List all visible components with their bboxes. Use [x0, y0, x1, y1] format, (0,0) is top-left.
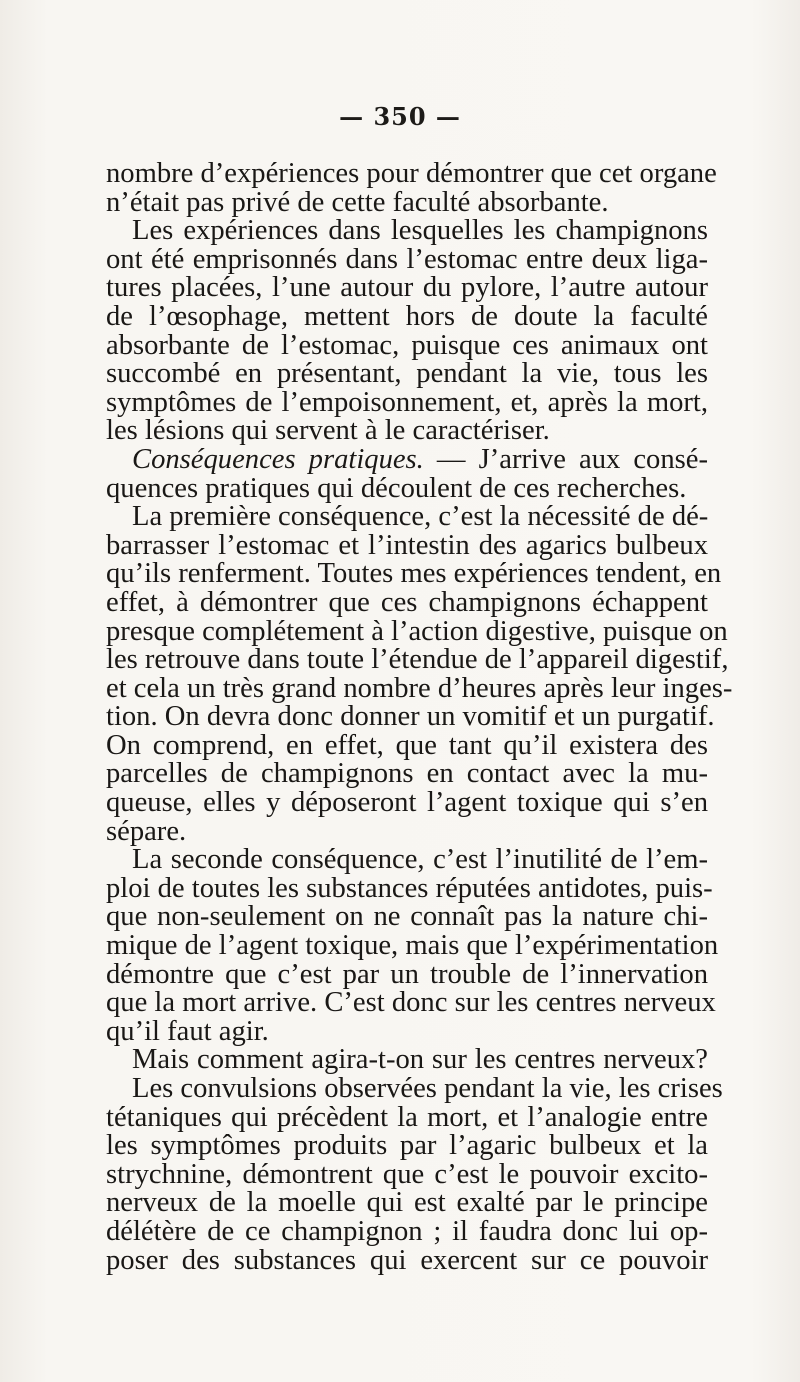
- text-line: presque complétement à l’action digestive, puisque on: [106, 615, 728, 647]
- body-text: [106, 158, 733, 1276]
- text-line: qu’ils renferment. Toutes mes expériences tendent, en: [106, 558, 722, 590]
- text-line: que non-seulement on ne connaît pas la nature chi-: [106, 901, 708, 933]
- page-number: — 350 —: [339, 102, 461, 131]
- text-line: de l’œsophage, mettent hors de doute la faculté: [106, 300, 708, 332]
- text-line: queuse, elles y déposeront l’agent toxique qui s’en: [106, 787, 708, 819]
- text-line: nombre d’expériences pour démontrer que cet organe: [106, 158, 717, 189]
- text-line: strychnine, démontrent que c’est le pouvoir excito-: [106, 1158, 708, 1190]
- text-line: quences pratiques qui découlent de ces recherches.: [106, 472, 687, 504]
- text-line: n’était pas privé de cette faculté absorbante.: [106, 186, 609, 218]
- text-line: La première conséquence, c’est la nécessité de dé-: [132, 501, 709, 533]
- text-line: poser des substances qui exercent sur ce pouvoir: [106, 1244, 708, 1276]
- text-line: La seconde conséquence, c’est l’inutilité de l’em-: [132, 844, 708, 876]
- text-line: ploi de toutes les substances réputées antidotes, puis-: [106, 872, 713, 904]
- text-line: que la mort arrive. C’est donc sur les centres nerveux: [106, 987, 716, 1019]
- text-line-rest: — J’arrive aux consé-: [423, 443, 708, 475]
- text-line: tion. On devra donc donner un vomitif et un purgatif.: [106, 701, 715, 733]
- text-line: absorbante de l’estomac, puisque ces animaux ont: [106, 329, 708, 361]
- text-line: qu’il faut agir.: [106, 1015, 269, 1047]
- text-line: démontre que c’est par un trouble de l’innervation: [106, 958, 708, 990]
- text-line: effet, à démontrer que ces champignons échappent: [106, 586, 708, 618]
- text-line: tétaniques qui précèdent la mort, et l’analogie entre: [106, 1101, 708, 1133]
- section-heading: Conséquences pratiques.: [132, 443, 424, 475]
- text-line: et cela un très grand nombre d’heures après leur inges-: [106, 672, 733, 704]
- text-line: symptômes de l’empoisonnement, et, après la mort,: [106, 386, 708, 418]
- text-line: Les convulsions observées pendant la vie, les crises: [132, 1073, 723, 1104]
- text-line: nerveux de la moelle qui est exalté par le principe: [106, 1187, 708, 1219]
- text-line: les symptômes produits par l’agaric bulbeux et la: [106, 1130, 708, 1162]
- text-line: Les expériences dans lesquelles les champignons: [132, 215, 708, 247]
- text-line: ont été emprisonnés dans l’estomac entre deux liga-: [106, 243, 708, 275]
- text-line: barrasser l’estomac et l’intestin des agarics bulbeux: [106, 529, 708, 561]
- text-line: On comprend, en effet, que tant qu’il existera des: [106, 729, 708, 761]
- text-line: succombé en présentant, pendant la vie, tous les: [106, 358, 708, 390]
- text-line: mique de l’agent toxique, mais que l’expérimentation: [106, 930, 719, 962]
- text-line: sépare.: [106, 815, 187, 847]
- text-line: parcelles de champignons en contact avec la mu-: [106, 758, 708, 790]
- text-line: les lésions qui servent à le caractériser.: [106, 415, 550, 447]
- text-line: [106, 443, 708, 475]
- text-line: tures placées, l’une autour du pylore, l’autre autour: [106, 272, 708, 304]
- text-line: Mais comment agira-t-on sur les centres nerveux?: [132, 1044, 708, 1076]
- text-line: les retrouve dans toute l’étendue de l’appareil digestif,: [106, 644, 729, 676]
- text-line: délétère de ce champignon ; il faudra donc lui op-: [106, 1215, 708, 1247]
